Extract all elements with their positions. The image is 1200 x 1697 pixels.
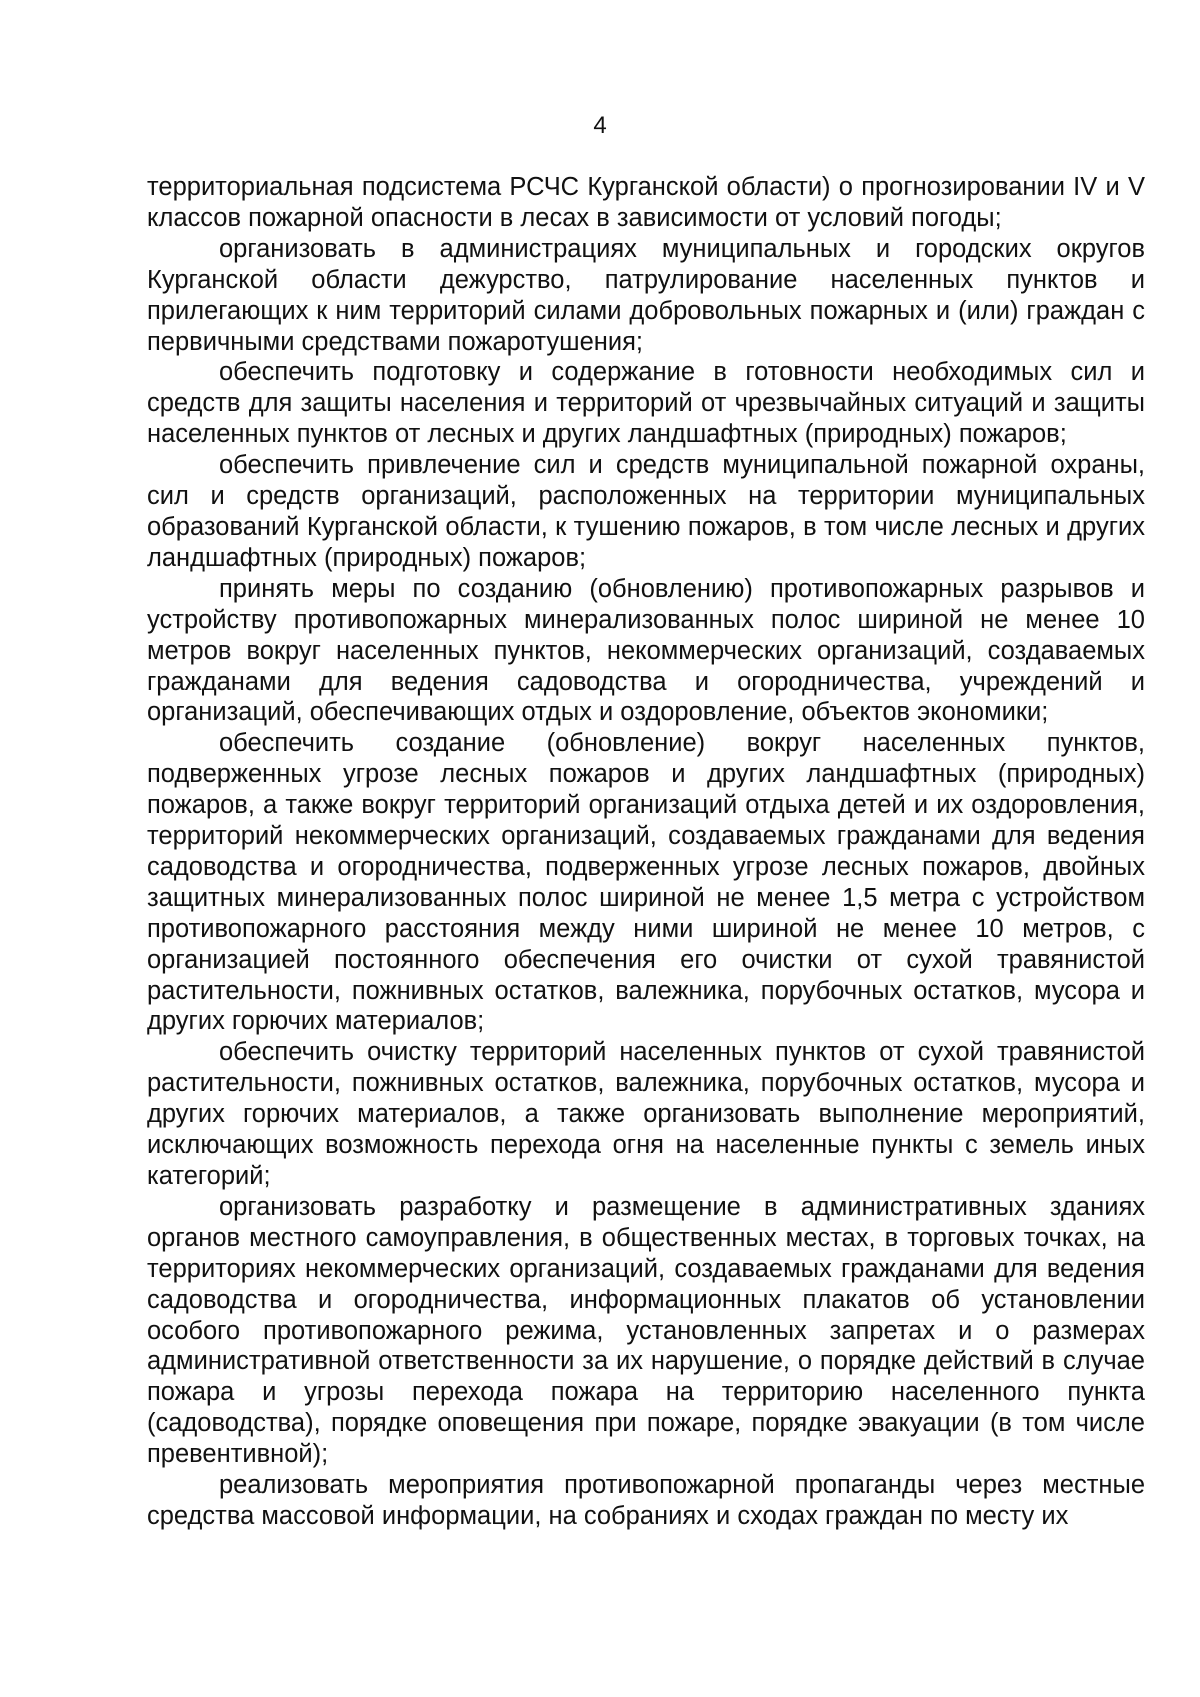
document-body xyxy=(147,172,1145,1532)
paragraph: обеспечить очистку территорий населенных пунктов от сухой травянистой растительности, пожнивных остатков, валежника, порубочных остатков, мусора и других горючих материалов, а также организовать выполнение мероприятий, исключающих возможность перехода огня на населенные пункты с земель иных категорий; xyxy=(147,1038,1145,1190)
paragraph: организовать в администрациях муниципальных и городских округов Курганской области дежурство, патрулирование населенных пунктов и прилегающих к ним территорий силами добровольных пожарных и (или) граждан с первичными средствами пожаротушения; xyxy=(147,234,1145,356)
paragraph: организовать разработку и размещение в административных зданиях органов местного самоуправления, в общественных местах, в торговых точках, на территориях некоммерческих организаций, создаваемых гражданами для ведения садоводства и огородничества, информационных плакатов об установлении особого противопожарного режима, установленных запретах и о размерах административной ответственности за их нарушение, о порядке действий в случае пожара и угрозы перехода пожара на территорию населенного пункта (садоводства), порядке оповещения при пожаре, порядке эвакуации (в том числе превентивной); xyxy=(147,1192,1145,1469)
paragraph: обеспечить создание (обновление) вокруг населенных пунктов, подверженных угрозе лесных пожаров и других ландшафтных (природных) пожаров, а также вокруг территорий организаций отдыха детей и их оздоровления, территорий некоммерческих организаций, создаваемых гражданами для ведения садоводства и огородничества, подверженных угрозе лесных пожаров, двойных защитных минерализованных полос шириной не менее 1,5 метра с устройством противопожарного расстояния между ними шириной не менее 10 метров, с организацией постоянного обеспечения его очистки от сухой травянистой растительности, пожнивных остатков, валежника, порубочных остатков, мусора и других горючих материалов; xyxy=(147,729,1145,1036)
page-number: 4 xyxy=(593,112,607,139)
paragraph: принять меры по созданию (обновлению) противопожарных разрывов и устройству противопожарных минерализованных полос шириной не менее 10 метров вокруг населенных пунктов, некоммерческих организаций, создаваемых гражданами для ведения садоводства и огородничества, учреждений и организаций, обеспечивающих отдых и оздоровление, объектов экономики; xyxy=(147,574,1145,727)
paragraph: обеспечить привлечение сил и средств муниципальной пожарной охраны, сил и средств организаций, расположенных на территории муниципальных образований Курганской области, к тушению пожаров, в том числе лесных и других ландшафтных (природных) пожаров; xyxy=(147,451,1145,572)
paragraph: реализовать мероприятия противопожарной пропаганды через местные средства массовой информации, на собраниях и сходах граждан по месту их xyxy=(147,1471,1145,1530)
paragraph: территориальная подсистема РСЧС Курганской области) о прогнозировании IV и V классов пожарной опасности в лесах в зависимости от условий погоды; xyxy=(147,173,1145,232)
paragraph: обеспечить подготовку и содержание в готовности необходимых сил и средств для защиты населения и территорий от чрезвычайных ситуаций и защиты населенных пунктов от лесных и других ландшафтных (природных) пожаров; xyxy=(147,358,1145,449)
